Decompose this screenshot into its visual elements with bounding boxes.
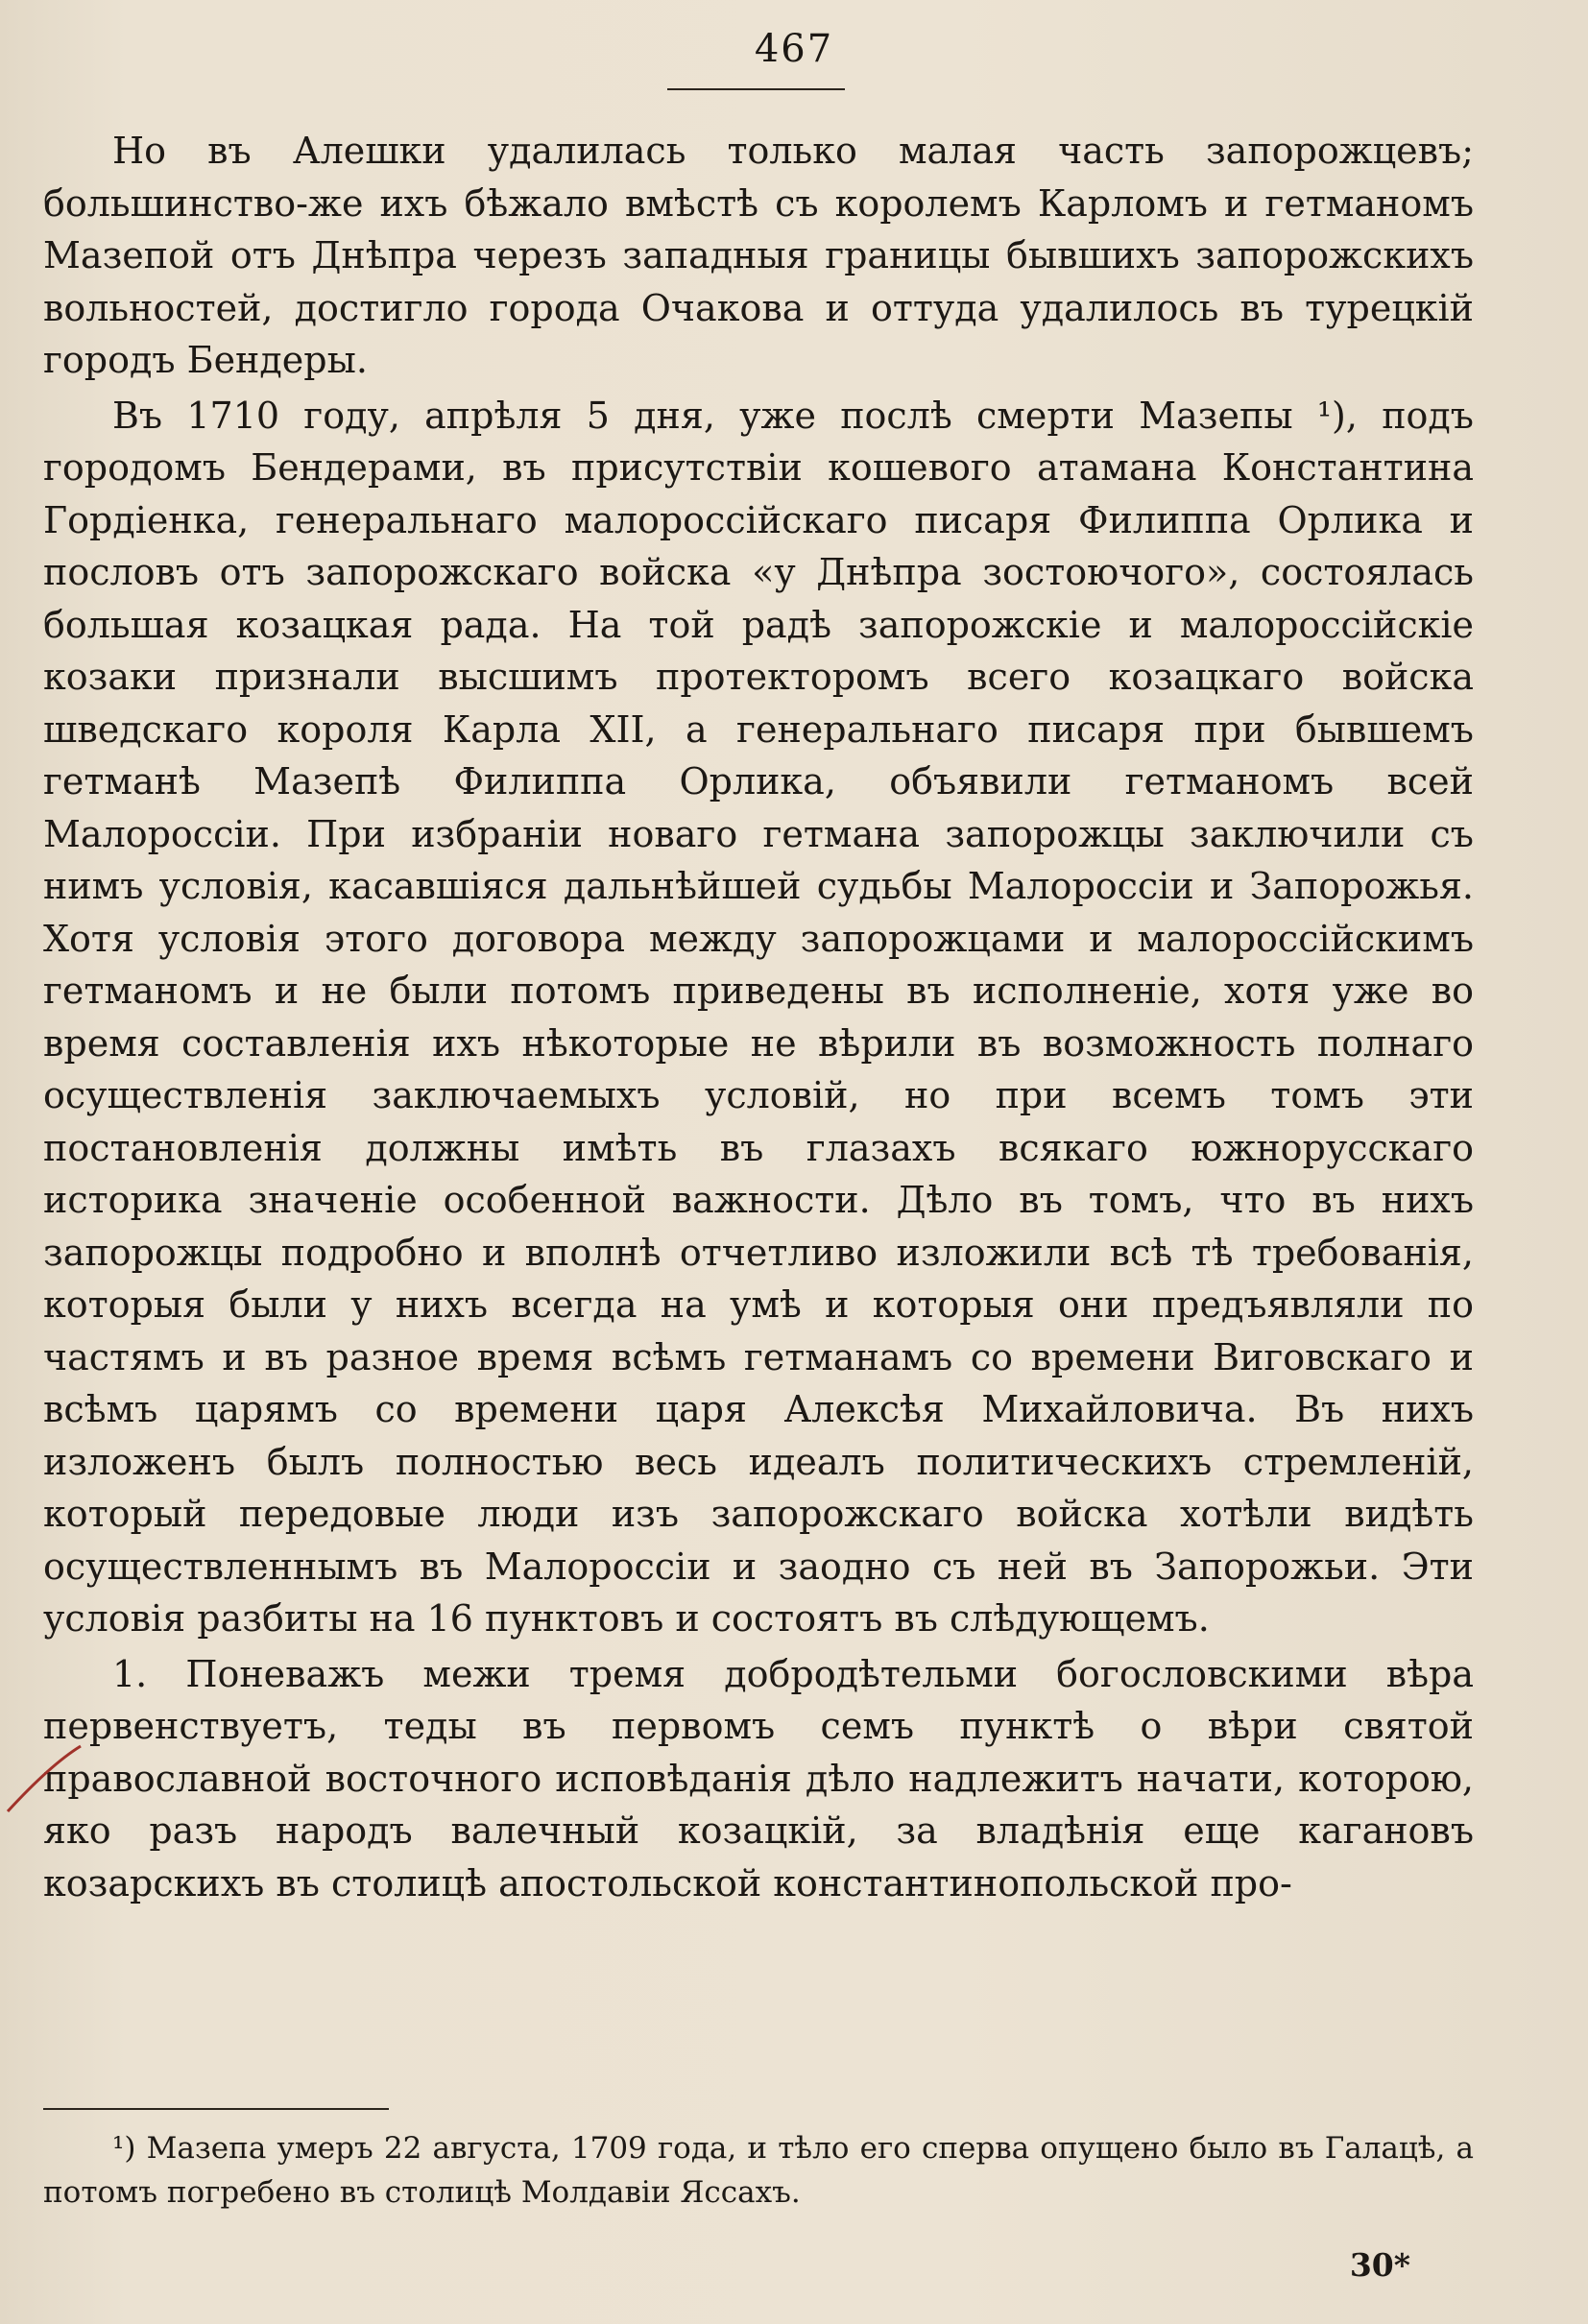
footnote-rule	[43, 2108, 389, 2110]
paragraph-3: 1. Поневажъ межи тремя добродѣтельми богословскими вѣра первенствуетъ, теды въ первомъ семъ пунктѣ о вѣри святой православной восточного исповѣданія дѣло надлежитъ начати, которою, яко разъ народъ валечный козацкій, за владѣнія еще кагановъ козарскихъ въ столицѣ апостольской константинопольской про-	[43, 1652, 1474, 1905]
main-text	[43, 125, 1474, 1912]
paragraph-2: Въ 1710 году, апрѣля 5 дня, уже послѣ смерти Мазепы ¹), подъ городомъ Бендерами, въ присутствіи кошевого атамана Константина Гордіенка, генеральнаго малороссійскаго писаря Филиппа Орлика и пословъ отъ запорожскаго войска «у Днѣпра зостоючого», состоялась большая козацкая рада. На той радѣ запорожскіе и малороссійскіе козаки признали высшимъ протекторомъ всего козацкаго войска шведскаго короля Карла XII, а генеральнаго писаря при бывшемъ гетманѣ Мазепѣ Филиппа Орлика, объявили гетманомъ всей Малороссіи. При избраніи новаго гетмана запорожцы заключили съ нимъ условія, касавшіяся дальнѣйшей судьбы Малороссіи и Запорожья. Хотя условія этого договора между запорожцами и малороссійскимъ гетманомъ и не были потомъ приведены въ исполненіе, хотя уже во время составленія ихъ нѣкоторые не вѣрили въ возможность полнаго осуществленія заключаемыхъ условій, но при всемъ томъ эти постановленія должны имѣть въ глазахъ всякаго южнорусскаго историка значеніе особенной важности. Дѣло въ томъ, что въ нихъ запорожцы подробно и вполнѣ отчетливо изложили всѣ тѣ требованія, которыя были у нихъ всегда на умѣ и которыя они предъявляли по частямъ и въ разное время всѣмъ гетманамъ со времени Виговскаго и всѣмъ царямъ со времени царя Алексѣя Михайловича. Въ нихъ изложенъ былъ полностью весь идеалъ политическихъ стремленій, который передовые люди изъ запорожскаго войска хотѣли видѣть осуществленнымъ въ Малороссіи и заодно съ ней въ Запорожьи. Эти условія разбиты на 16 пунктовъ и состоятъ въ слѣдующемъ.	[43, 394, 1474, 1640]
paragraph-1: Но въ Алешки удалилась только малая часть запорожцевъ; большинство-же ихъ бѣжало вмѣстѣ съ королемъ Карломъ и гетманомъ Мазепой отъ Днѣпра черезъ западныя границы бывшихъ запорожскихъ вольностей, достигло города Очакова и оттуда удалилось въ турецкій городъ Бендеры.	[43, 130, 1474, 381]
page-number: 467	[754, 27, 834, 71]
header-rule	[667, 88, 845, 90]
printer-signature-mark: 30*	[1349, 2246, 1410, 2284]
footnote: ¹) Мазепа умеръ 22 августа, 1709 года, и тѣло его сперва опущено было въ Галацѣ, а потомъ погребено въ столицѣ Молдавіи Яссахъ.	[43, 2131, 1474, 2210]
pencil-margin-mark	[0, 1742, 86, 1819]
